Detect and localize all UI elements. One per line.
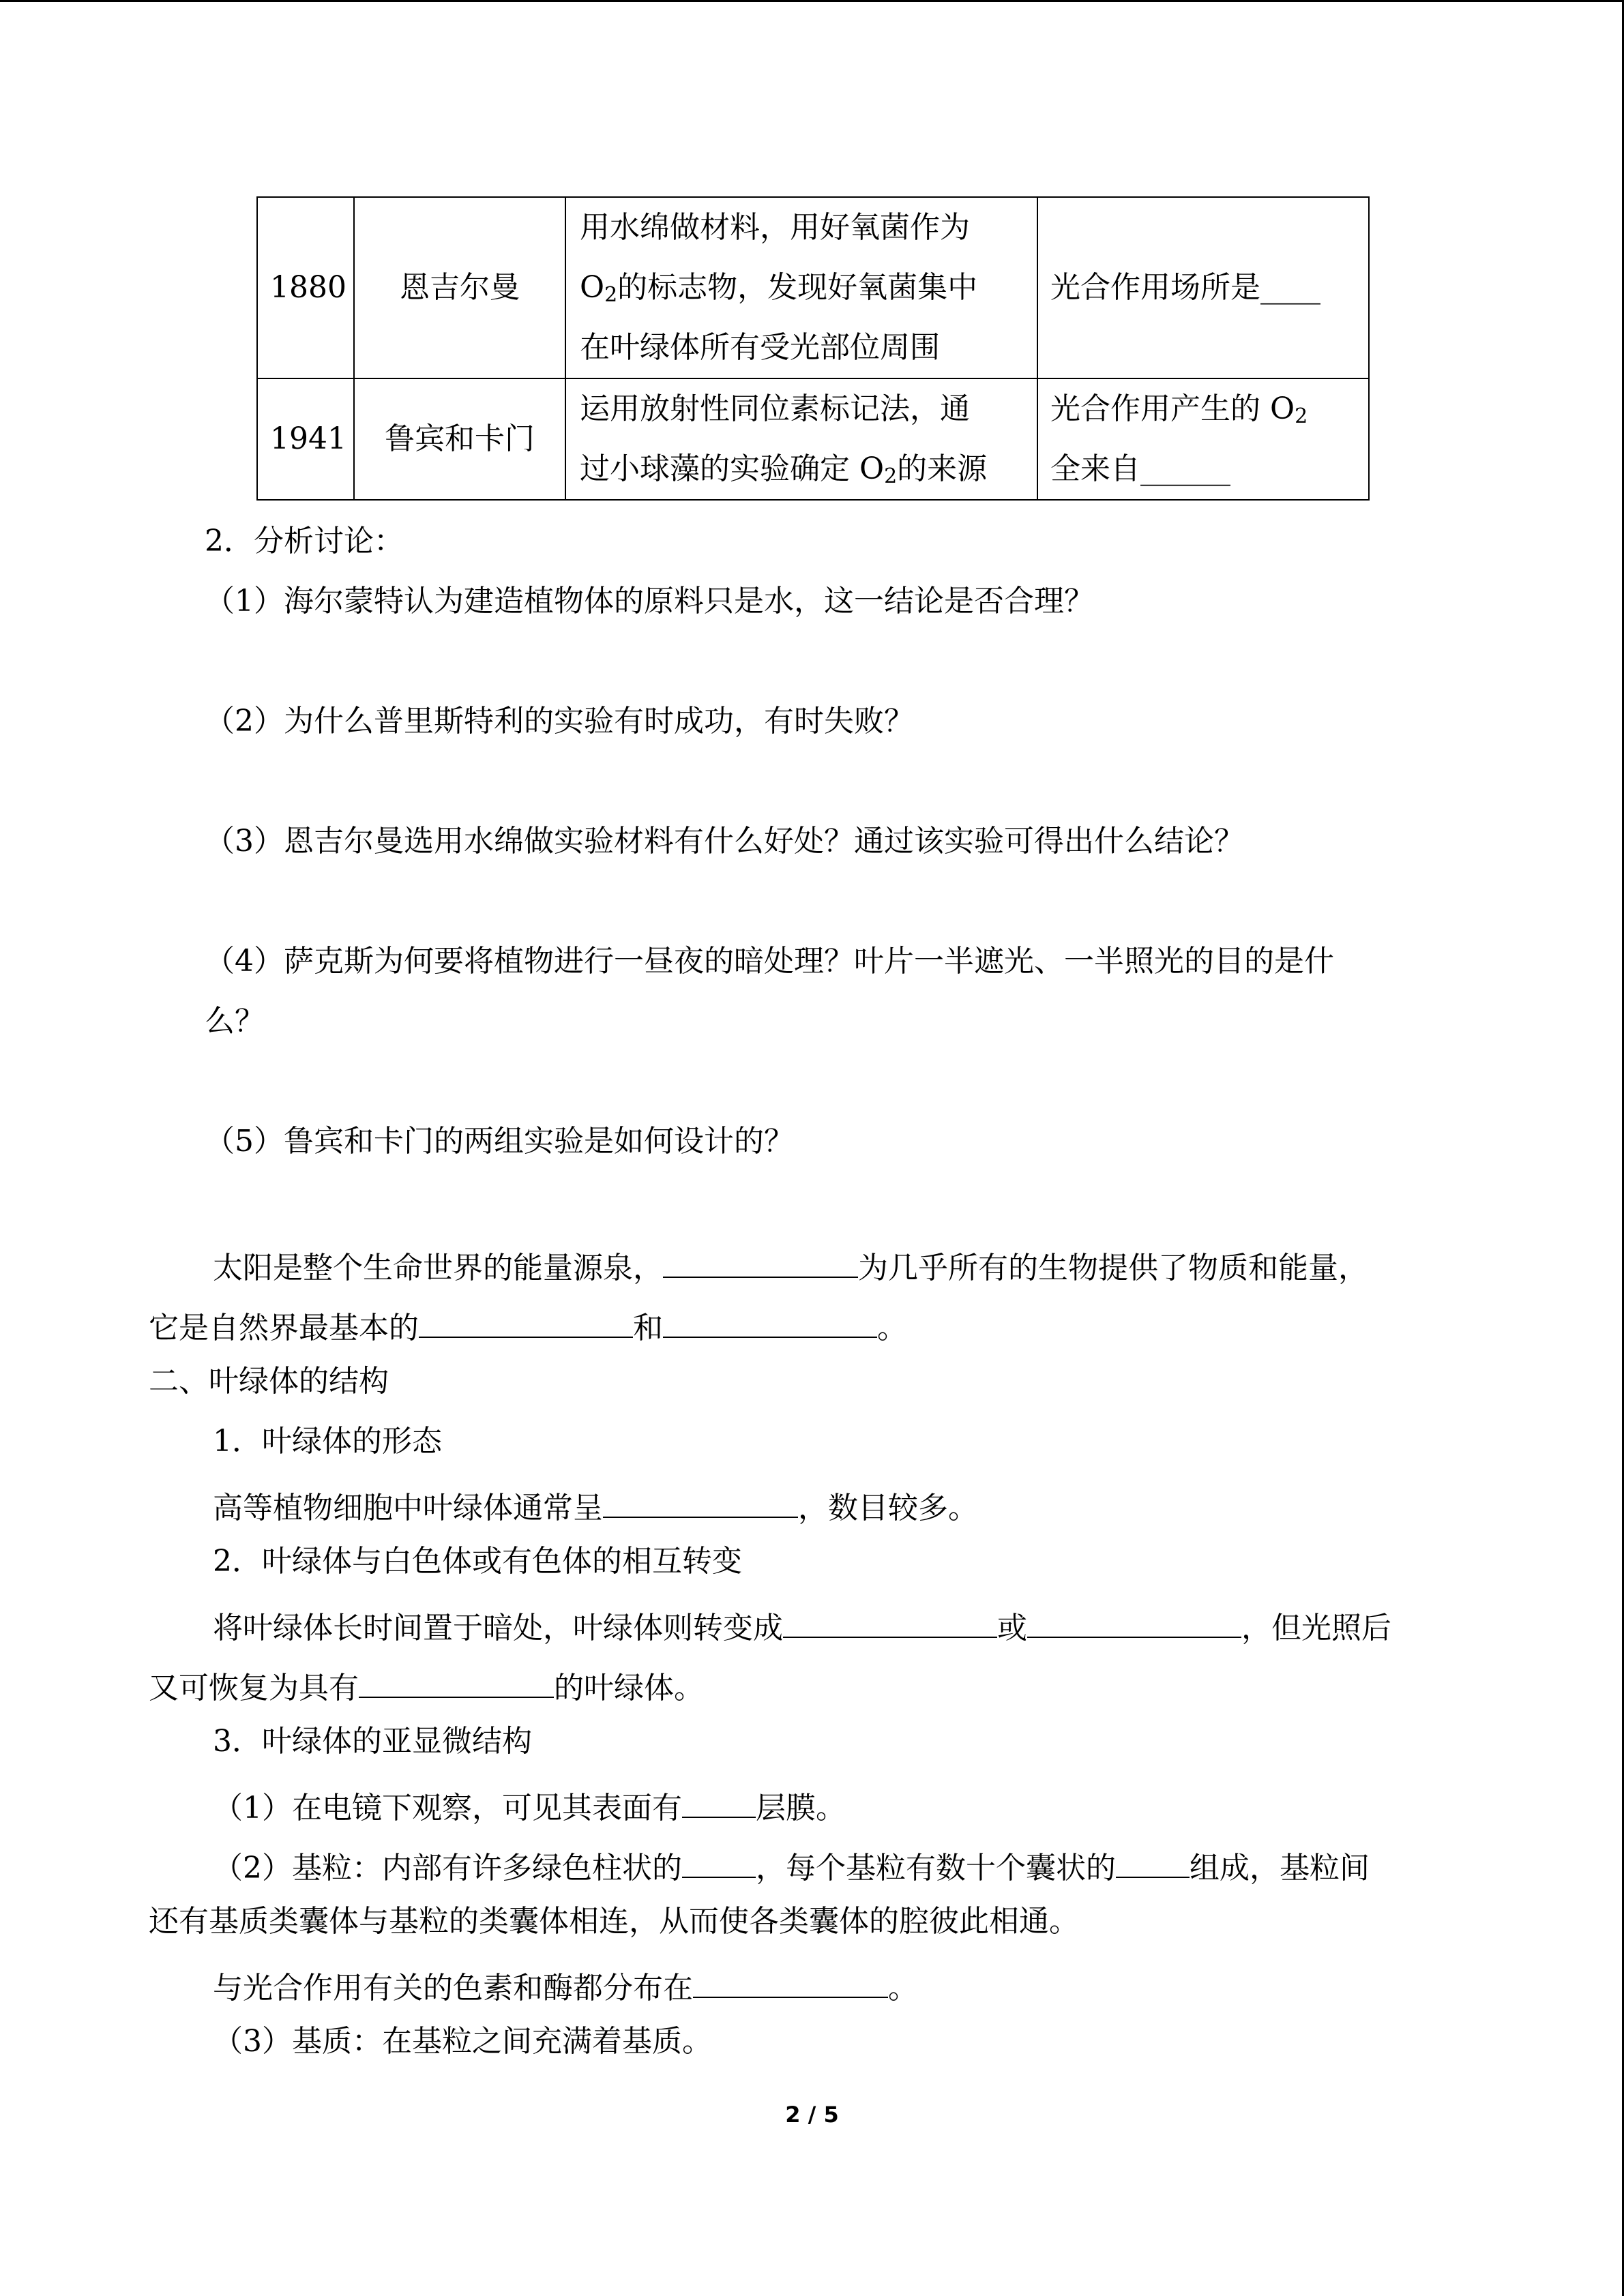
description-line: 用水绵做材料，用好氧菌作为: [580, 210, 970, 245]
grana-item-line2: 还有基质类囊体与基粒的类囊体相连，从而使各类囊体的腔彼此相通。: [149, 1904, 1079, 1939]
description-line: $O_2$的标志物，发现好氧菌集中: [580, 270, 978, 307]
page-top-border: [0, 0, 1624, 2]
question-4-continued: 么？: [205, 1004, 265, 1039]
page-number: 2 / 5: [785, 2102, 839, 2128]
section-heading: 二、叶绿体的结构: [149, 1364, 389, 1399]
answer-blank[interactable]: [419, 1301, 633, 1338]
year-cell: 1941: [257, 378, 354, 500]
question-1: （1）海尔蒙特认为建造植物体的原料只是水，这一结论是否合理？: [205, 584, 1094, 618]
answer-blank[interactable]: [682, 1841, 756, 1878]
pigment-line: 与光合作用有关的色素和酶都分布在 。: [213, 1961, 918, 2009]
answer-blank[interactable]: [1027, 1601, 1241, 1638]
scientist-cell: 恩吉尔曼: [354, 197, 565, 378]
experiment-description-cell: [565, 197, 1037, 378]
sun-paragraph-line2: 它是自然界最基本的 和 。: [149, 1301, 907, 1349]
conclusion-line: 全来自______: [1050, 451, 1230, 486]
morphology-text: 高等植物细胞中叶绿体通常呈 ，数目较多。: [213, 1481, 978, 1529]
answer-blank[interactable]: [663, 1301, 877, 1338]
description-line: 在叶绿体所有受光部位周围: [580, 330, 940, 365]
answer-blank[interactable]: [603, 1481, 798, 1518]
question-2: （2）为什么普里斯特利的实验有时成功，有时失败？: [205, 704, 914, 739]
answer-blank[interactable]: [663, 1241, 858, 1278]
grana-item-line1: （2）基粒：内部有许多绿色柱状的 ，每个基粒有数十个囊状的 组成，基粒间: [213, 1841, 1370, 1889]
membrane-item: （1）在电镜下观察，可见其表面有 层膜。: [213, 1781, 846, 1829]
experiment-history-table: [256, 196, 1370, 501]
question-5: （5）鲁宾和卡门的两组实验是如何设计的？: [205, 1124, 794, 1159]
answer-blank[interactable]: [693, 1961, 888, 1998]
sun-paragraph-line1: 太阳是整个生命世界的能量源泉， 为几乎所有的生物提供了物质和能量，: [213, 1241, 1368, 1289]
transformation-line1: 将叶绿体长时间置于暗处，叶绿体则转变成 或 ，但光照后: [213, 1601, 1391, 1649]
transformation-line2: 又可恢复为具有 的叶绿体。: [149, 1661, 704, 1709]
table-row: [257, 197, 1369, 378]
year-cell: 1880: [257, 197, 354, 378]
stroma-item: （3）基质：在基粒之间充满着基质。: [213, 2024, 712, 2059]
answer-blank[interactable]: [783, 1601, 997, 1638]
subsection-heading: 1．叶绿体的形态: [213, 1424, 442, 1459]
conclusion-cell: [1037, 197, 1369, 378]
subsection-heading: 2．叶绿体与白色体或有色体的相互转变: [213, 1544, 742, 1579]
experiment-description-cell: [565, 378, 1037, 500]
analysis-heading: 2．分析讨论：: [205, 524, 404, 558]
answer-blank[interactable]: ____: [1260, 270, 1320, 305]
question-3: （3）恩吉尔曼选用水绵做实验材料有什么好处？通过该实验可得出什么结论？: [205, 824, 1244, 859]
answer-blank[interactable]: [1116, 1841, 1190, 1878]
description-line: 过小球藻的实验确定 $O_2$的来源: [580, 451, 988, 488]
conclusion-text: 光合作用场所是: [1050, 270, 1260, 305]
conclusion-line: 光合作用产生的 $O_2$: [1050, 391, 1308, 428]
answer-blank[interactable]: [682, 1781, 756, 1818]
description-line: 运用放射性同位素标记法，通: [580, 391, 970, 426]
answer-blank[interactable]: ______: [1140, 451, 1230, 486]
subsection-heading: 3．叶绿体的亚显微结构: [213, 1724, 532, 1759]
question-4: （4）萨克斯为何要将植物进行一昼夜的暗处理？叶片一半遮光、一半照光的目的是什: [205, 944, 1334, 979]
scientist-cell: 鲁宾和卡门: [354, 378, 565, 500]
conclusion-cell: [1037, 378, 1369, 500]
table-row: [257, 378, 1369, 500]
answer-blank[interactable]: [359, 1661, 554, 1698]
